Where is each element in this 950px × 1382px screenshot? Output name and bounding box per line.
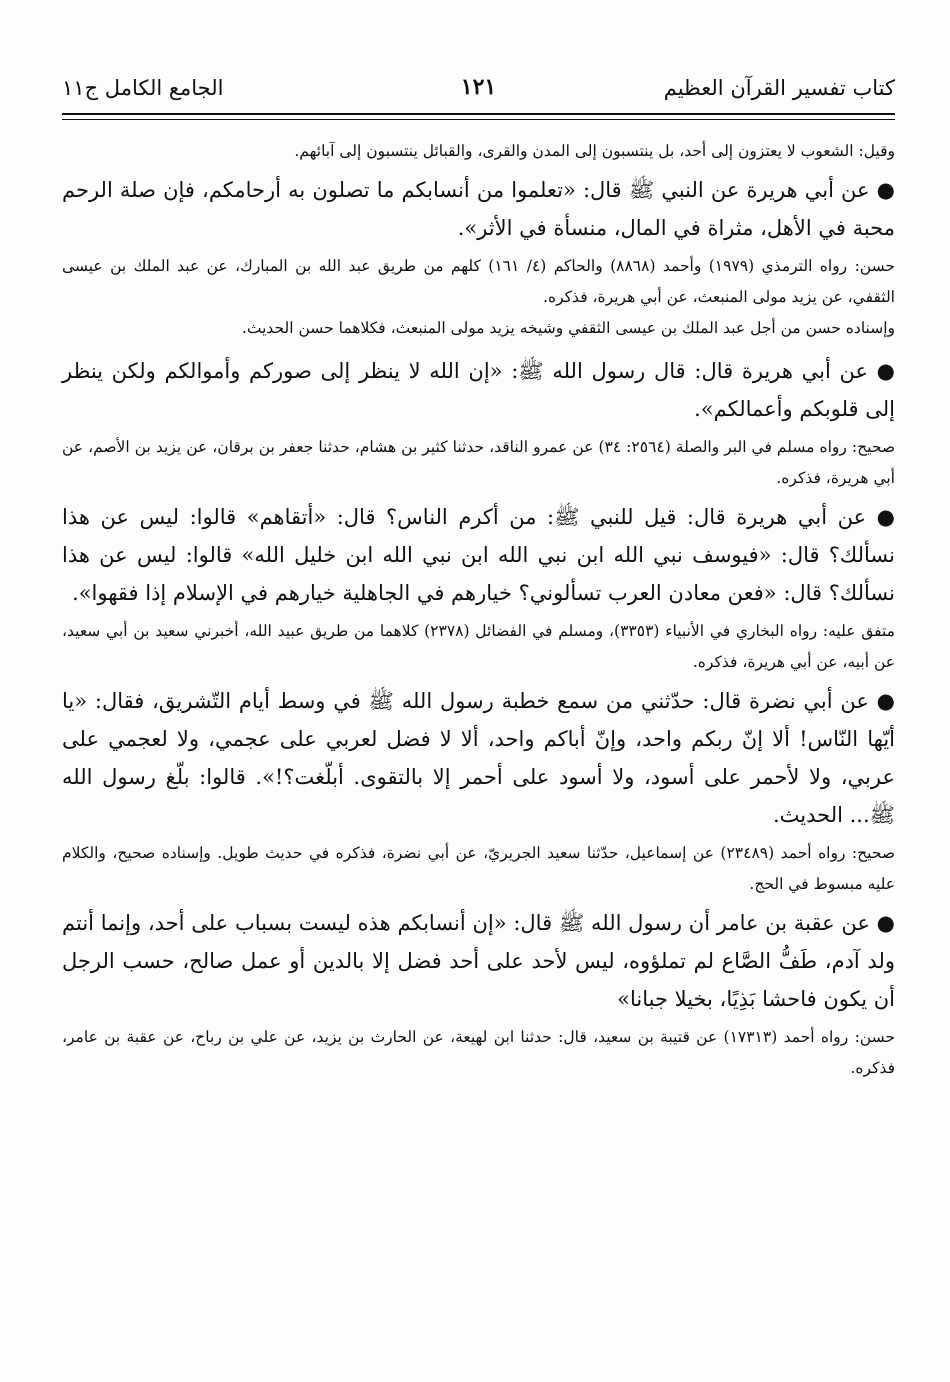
hadith-paragraph: ● عن عقبة بن عامر أن رسول الله ﷺ قال: «إن أنسابكم هذه ليست بسباب على أحد، وإنما أنتم ولد آدم، طَفُّ الصَّاع لم تملؤوه، ليس لأحد على أحد فضل إلا بالدين أو عمل صالح، حسب الرجل أن يكون فاحشا بَذِيًا، بخيلا جبانا»	[62, 911, 895, 1011]
takhrij-paragraph: صحيح: رواه مسلم في البر والصلة (٢٥٦٤: ٣٤) عن عمرو الناقد، حدثنا كثير بن هشام، حدثنا جعفر بن برقان، عن يزيد بن الأصم، عن أبي هريرة، فذكره.	[62, 438, 895, 487]
hadith-paragraph: ● عن أبي نضرة قال: حدّثني من سمع خطبة رسول الله ﷺ في وسط أيام التّشريق، فقال: «يا أيّها النّاس! ألا إنّ ربكم واحد، وإنّ أباكم واحد، ألا لا فضل لعربي على عجمي، ولا لعجمي على عربي، ولا لأحمر على أسود، ولا أسود على أحمر إلا بالتقوى. أبلّغت؟!». قالوا: بلّغ رسول الله ﷺ... الحديث.	[62, 689, 895, 827]
volume-label: الجامع الكامل ج١١	[62, 76, 224, 100]
header-rule-thin	[62, 119, 895, 120]
page-number: ١٢١	[460, 74, 497, 100]
takhrij-paragraph: حسن: رواه الترمذي (١٩٧٩) وأحمد (٨٨٦٨) والحاكم (٤/ ١٦١) كلهم من طريق عبد الله بن المبارك، عن عبد الملك بن عيسى الثقفي، عن يزيد مولى المنبعث، عن أبي هريرة، فذكره.	[62, 257, 895, 306]
hadith-paragraph: ● عن أبي هريرة قال: قال رسول الله ﷺ: «إن الله لا ينظر إلى صوركم وأموالكم ولكن ينظر إلى قلوبكم وأعمالكم».	[62, 359, 895, 421]
takhrij-paragraph: حسن: رواه أحمد (١٧٣١٣) عن قتيبة بن سعيد، قال: حدثنا ابن لهيعة، عن الحارث بن يزيد، عن علي بن رباح، عن عقبة بن عامر، فذكره.	[62, 1028, 896, 1077]
page-body	[62, 136, 895, 1084]
hadith-paragraph: ● عن أبي هريرة قال: قيل للنبي ﷺ: من أكرم الناس؟ قال: «أتقاهم» قالوا: ليس عن هذا نسألك؟ قال: «فيوسف نبي الله ابن نبي الله ابن نبي الله ابن خليل الله» قالوا: ليس عن هذا نسألك؟ قال: «فعن معادن العرب تسألوني؟ خيارهم في الجاهلية خيارهم في الإسلام إذا فقهوا».	[62, 505, 895, 605]
book-title: كتاب تفسير القرآن العظيم	[663, 76, 895, 100]
header-rule-thick	[62, 113, 895, 115]
commentary-paragraph: وقيل: الشعوب لا يعتزون إلى أحد، بل ينتسبون إلى المدن والقرى، والقبائل ينتسبون إلى آبائهم.	[294, 142, 895, 160]
takhrij-paragraph: صحيح: رواه أحمد (٢٣٤٨٩) عن إسماعيل، حدّثنا سعيد الجريريّ، عن أبي نضرة، فذكره في حديث طويل. وإسناده صحيح، والكلام عليه مبسوط في الحج.	[62, 844, 895, 893]
running-header	[62, 70, 895, 110]
takhrij-paragraph: متفق عليه: رواه البخاري في الأنبياء (٣٣٥٣)، ومسلم في الفضائل (٢٣٧٨) كلاهما من طريق عبيد الله، أخبرني سعيد بن أبي سعيد، عن أبيه، عن أبي هريرة، فذكره.	[62, 622, 895, 671]
takhrij-paragraph: وإسناده حسن من أجل عبد الملك بن عيسى الثقفي وشيخه يزيد مولى المنبعث، فكلاهما حسن الحديث.	[241, 319, 895, 337]
hadith-paragraph: ● عن أبي هريرة عن النبي ﷺ قال: «تعلموا من أنسابكم ما تصلون به أرحامكم، فإن صلة الرحم محبة في الأهل، مثراة في المال، منسأة في الأثر».	[62, 178, 895, 240]
